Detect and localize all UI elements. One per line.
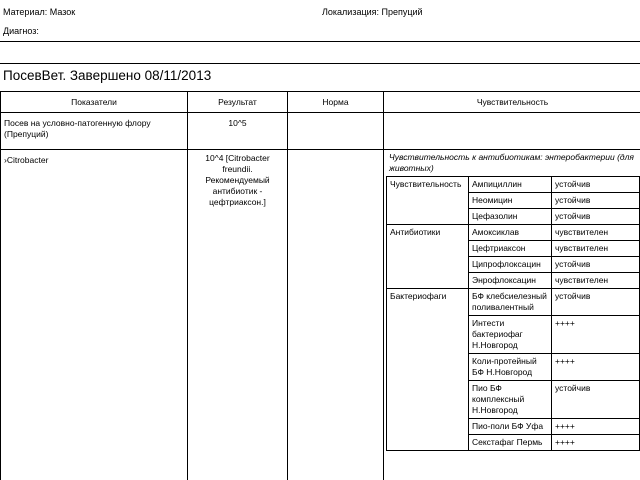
antibiotic-result: чувствителен [552, 273, 640, 289]
antibiotic-name: Секстафаг Пермь [469, 435, 552, 451]
antibiotic-result: устойчив [552, 289, 640, 316]
row-indicator: Посев на условно-патогенную флору (Препуций) [4, 118, 151, 139]
antibiotic-result: устойчив [552, 193, 640, 209]
antibiotic-result: устойчив [552, 209, 640, 225]
antibiotic-result: ++++ [552, 316, 640, 354]
antibiotic-name: Ципрофлоксацин [469, 257, 552, 273]
material-label: Материал: Мазок [3, 7, 76, 17]
antibiotic-name: Пио-поли БФ Уфа [469, 419, 552, 435]
col-header-sensitivity: Чувствительность [384, 92, 640, 113]
sensitivity-row [387, 225, 640, 241]
col-header-result: Результат [188, 92, 288, 113]
antibiotic-name: Пио БФ комплексный Н.Новгород [469, 381, 552, 419]
table-header-row [1, 92, 640, 113]
header-divider [0, 41, 640, 42]
antibiotic-name: БФ клебсиелезный поливалентный [469, 289, 552, 316]
table-row [1, 113, 640, 150]
sensitivity-group-label: Бактериофаги [387, 289, 469, 451]
antibiotic-result: ++++ [552, 419, 640, 435]
antibiotic-result: чувствителен [552, 225, 640, 241]
antibiotic-name: Энрофлоксацин [469, 273, 552, 289]
antibiotic-name: Неомицин [469, 193, 552, 209]
sensitivity-table [386, 176, 640, 451]
antibiotic-name: Ампициллин [469, 177, 552, 193]
diagnosis-label: Диагноз: [3, 26, 39, 36]
row-norm [288, 113, 384, 150]
results-table [0, 91, 640, 480]
col-header-indicator: Показатели [1, 92, 188, 113]
sensitivity-group-label: Чувствительность [387, 177, 469, 225]
row-sensitivity [384, 113, 640, 150]
row-indicator: ›Citrobacter [4, 155, 49, 165]
antibiotic-result: устойчив [552, 177, 640, 193]
page-title: ПосевВет. Завершено 08/11/2013 [3, 68, 212, 83]
localization-label: Локализация: Препуций [322, 7, 423, 17]
antibiotic-name: Коли-протейный БФ Н.Новгород [469, 354, 552, 381]
row-norm [288, 150, 384, 480]
antibiotic-name: Цефазолин [469, 209, 552, 225]
antibiotic-name: Цефтриаксон [469, 241, 552, 257]
col-header-norm: Норма [288, 92, 384, 113]
antibiotic-result: устойчив [552, 257, 640, 273]
sensitivity-row [387, 289, 640, 316]
sensitivity-row [387, 177, 640, 193]
table-row [1, 150, 640, 480]
antibiotic-result: чувствителен [552, 241, 640, 257]
title-top-divider [0, 63, 640, 64]
antibiotic-result: устойчив [552, 381, 640, 419]
antibiotic-name: Амоксиклав [469, 225, 552, 241]
row-result: 10^5 [228, 118, 247, 128]
antibiotic-result: ++++ [552, 354, 640, 381]
row-result: 10^4 [Citrobacter freundii. Рекомендуемый антибиотик - цефтриаксон.] [205, 153, 270, 207]
antibiotic-result: ++++ [552, 435, 640, 451]
sensitivity-title: Чувствительность к антибиотикам: энтеробактерии (для животных) [389, 152, 634, 173]
antibiotic-name: Интести бактериофаг Н.Новгород [469, 316, 552, 354]
sensitivity-group-label: Антибиотики [387, 225, 469, 289]
